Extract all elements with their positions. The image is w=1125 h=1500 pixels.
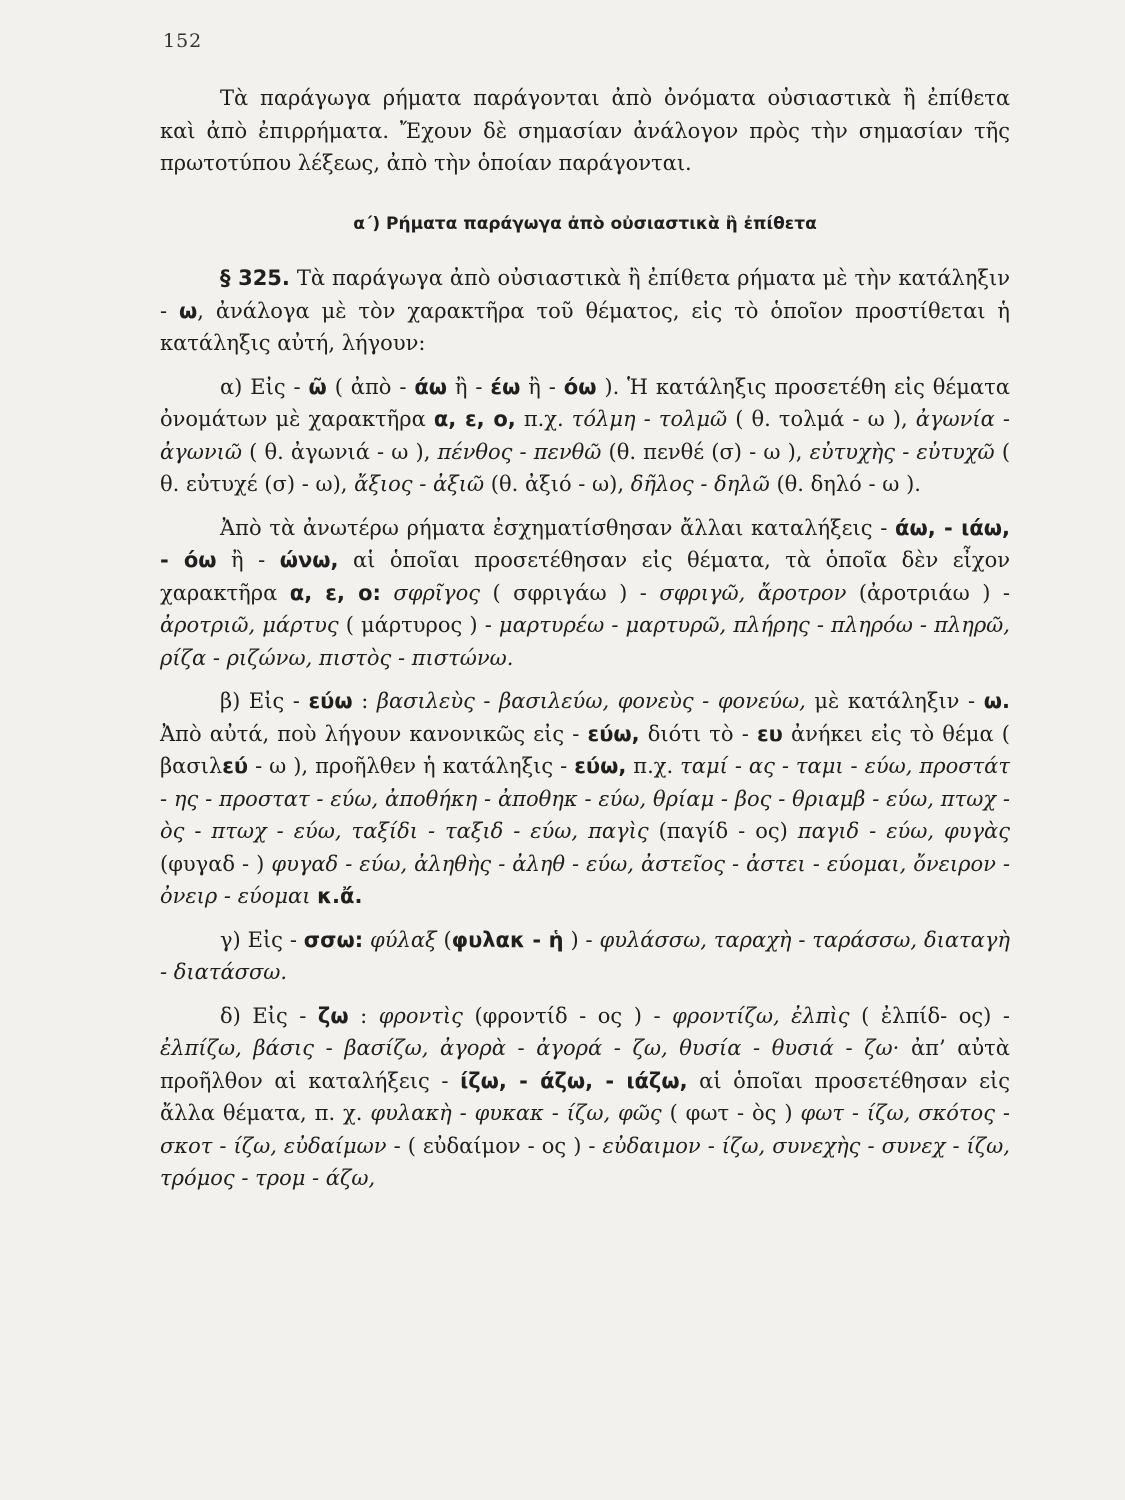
page-body xyxy=(160,82,1010,1206)
paragraph-gamma: γ) Εἰς - σσω: φύλαξ (φυλακ - ἡ ) - φυλάσσω, ταραχὴ - ταράσσω, διαταγὴ - διατάσσω. xyxy=(160,927,1010,984)
paragraph-derived-endings: Ἀπὸ τὰ ἀνωτέρω ρήματα ἐσχηματίσθησαν ἄλλαι καταλήξεις - άω, - ιάω, - όω ἢ - ώνω, αἱ ὁποῖαι προσετέθησαν εἰς θέματα, τὰ ὁποῖα δὲν εἶχον χαρακτῆρα α, ε, ο: σφρῖγος ( σφριγάω ) - σφριγῶ, ἄροτρον (ἀροτριάω ) - ἀροτριῶ, μάρτυς ( μάρτυρος ) - μαρτυρέω - μαρτυρῶ, πλήρης - πληρόω - πληρῶ, ρίζα - ριζώνω, πιστὸς - πιστώνω. xyxy=(160,515,1010,670)
paragraph-delta: δ) Εἰς - ζω : φροντὶς (φροντίδ - ος ) - φροντίζω, ἐλπὶς ( ἐλπίδ- ος) - ἐλπίζω, βάσις - βασίζω, ἀγορὰ - ἀγορά - ζω, θυσία - θυσιά - ζω· ἀπ’ αὐτὰ προῆλθον αἱ καταλήξεις - ίζω, - άζω, - ιάζω, αἱ ὁποῖαι προσετέθησαν εἰς ἄλλα θέματα, π. χ. φυλακὴ - φυκακ - ίζω, φῶς ( φωτ - ὸς ) φωτ - ίζω, σκότος - σκοτ - ίζω, εὐδαίμων - ( εὐδαίμον - ος ) - εὐδαιμον - ίζω, συνεχὴς - συνεχ - ίζω, τρόμος - τρομ - άζω, xyxy=(160,1003,1011,1190)
page-number: 152 xyxy=(163,30,203,52)
section-number: § 325. xyxy=(220,266,290,290)
intro-paragraph: Τὰ παράγωγα ρήματα παράγονται ἀπὸ ὀνόματα οὐσιαστικὰ ἢ ἐπίθετα καὶ ἀπὸ ἐπιρρήματα. Ἔχουν δὲ σημασίαν ἀνάλογον πρὸς τὴν σημασίαν τῆς πρωτοτύπου λέξεως, ἀπὸ τὴν ὁποίαν παράγονται. xyxy=(160,86,1010,175)
paragraph-325: § 325. Τὰ παράγωγα ἀπὸ οὐσιαστικὰ ἢ ἐπίθετα ρήματα μὲ τὴν κατάληξιν - ω, ἀνάλογα μὲ τὸν χαρακτῆρα τοῦ θέματος, εἰς τὸ ὁποῖον προστίθεται ἡ κατάληξις αὐτή, λήγουν: xyxy=(160,266,1010,355)
paragraph-beta: β) Εἰς - εύω : βασιλεὺς - βασιλεύω, φονεὺς - φονεύω, μὲ κατάληξιν - ω. Ἀπὸ αὐτά, ποὺ λήγουν κανονικῶς εἰς - εύω, διότι τὸ - ευ ἀνήκει εἰς τὸ θέμα ( βασιλεύ - ω ), προῆλθεν ἡ κατάληξις - εύω, π.χ. ταμί - ας - ταμι - εύω, προστάτ - ης - προστατ - εύω, ἀποθήκη - ἀποθηκ - εύω, θρίαμ - βος - θριαμβ - εύω, πτωχ - ὸς - πτωχ - εύω, ταξίδι - ταξιδ - εύω, παγὶς (παγίδ - ος) παγιδ - εύω, φυγὰς (φυγαδ - ) φυγαδ - εύω, ἀληθὴς - ἀληθ - εύω, ἀστεῖος - ἀστει - εύομαι, ὄνειρον - ὀνειρ - εύομαι κ.ἄ. xyxy=(160,689,1011,908)
paragraph-alpha: α) Εἰς - ῶ ( ἀπὸ - άω ἢ - έω ἢ - όω ). Ἡ κατάληξις προσετέθη εἰς θέματα ὀνομάτων μὲ χαρακτῆρα α, ε, ο, π.χ. τόλμη - τολμῶ ( θ. τολμά - ω ), ἀγωνία - ἀγωνιῶ ( θ. ἀγωνιά - ω ), πένθος - πενθῶ (θ. πενθέ (σ) - ω ), εὐτυχὴς - εὐτυχῶ ( θ. εὐτυχέ (σ) - ω), ἄξιος - ἀξιῶ (θ. ἀξιό - ω), δῆλος - δηλῶ (θ. δηλό - ω ). xyxy=(160,374,1011,496)
section-heading: α΄) Ρήματα παράγωγα ἀπὸ οὐσιαστικὰ ἢ ἐπίθετα xyxy=(353,213,817,234)
